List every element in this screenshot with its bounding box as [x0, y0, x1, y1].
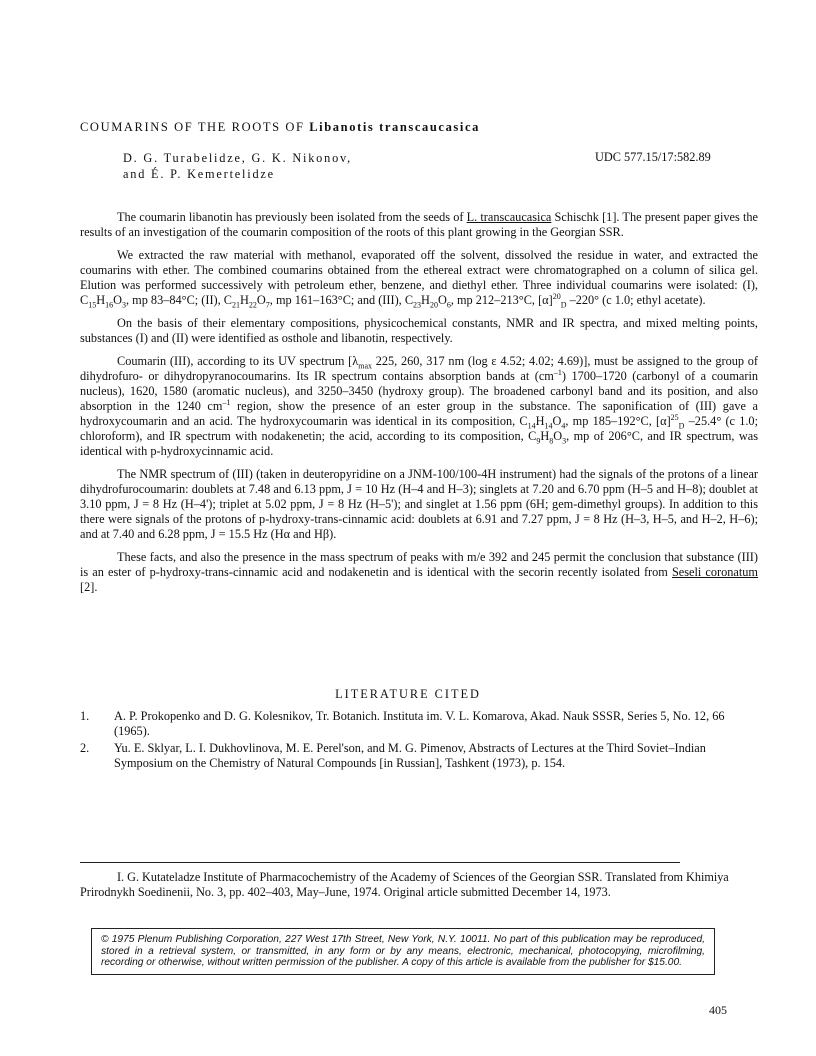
udc-code: UDC 577.15/17:582.89: [595, 150, 711, 164]
literature-heading: LITERATURE CITED: [335, 687, 481, 701]
footnote-text: I. G. Kutateladze Institute of Pharmacochemistry of the Academy of Sciences of the Georgian SSR. Translated from Khimiya Prirodnykh Soedinenii, No. 3, pp. 402–403, May–June, 1974. Original article submitted December 14, 1973.: [80, 870, 729, 899]
article-body: [80, 210, 758, 603]
reference-text: Yu. E. Sklyar, L. I. Dukhovlinova, M. E. Perel'son, and M. G. Pimenov, Abstracts of Lectures at the Third Soviet–Indian Symposium on the Chemistry of Natural Compounds [in Russian], Tashkent (1973), p. 154.: [114, 741, 706, 770]
paragraph-2: We extracted the raw material with methanol, evaporated off the solvent, dissolved the residue in water, and extracted the coumarins with ether. The combined coumarins obtained from the ethereal extract were chromatographed on a column of silica gel. Elution was performed successively with petroleum ether, benzene, and diethyl ether. Three individual coumarins were isolated: (I), $C_{15}H_{16}O_3$, mp 83–84°C; (II), $C_{21}H_{22}O_7$, mp 161–163°C; and (III), $C_{23}H_{20}O_6$, mp 212–213°C, $[\alpha]^{20}_D$ –220° (c 1.0; ethyl acetate).: [80, 248, 758, 310]
paragraph-4: Coumarin (III), according to its UV spectrum [$\lambda_{max}$ 225, 260, 317 nm (log ε 4.52; 4.02; 4.69)], must be assigned to the group of dihydrofuro- or dihydropyranocoumarins. Its IR spectrum contains absorption bands at $(cm^{-1})$ 1700–1720 (carbonyl of a coumarin nucleus), 1620, 1580 (aromatic nucleus), and 3250–3450 (hydroxy group). The broadened carbonyl band and its position, and also absorption in the 1240 $cm^{-1}$ region, show the presence of an ester group in the substance. The saponification of (III) gave a hydroxycoumarin and an acid. The hydroxycoumarin was identical in its composition, $C_{14}H_{14}O_4$, mp 185–192°C, $[\alpha]^{25}_D$ –25.4° (c 1.0; chloroform), and IR spectrum with nodakenetin; the acid, according to its composition, $C_9H_8O_3$, mp of 206°C, and IR spectrum, was identical with p-hydroxycinnamic acid.: [80, 354, 759, 458]
paragraph-1: The coumarin libanotin has previously been isolated from the seeds of L. transcaucasica Schischk [1]. The present paper gives the results of an investigation of the coumarin composition of the roots of this plant growing in the Georgian SSR.: [80, 210, 758, 239]
reference-item: [80, 709, 760, 739]
species-link: Seseli coronatum: [671, 565, 759, 579]
reference-number: 1.: [80, 709, 90, 723]
footnote-divider: [80, 862, 680, 863]
title-prefix: COUMARINS OF THE ROOTS OF: [80, 120, 310, 134]
reference-list: [80, 709, 760, 773]
article-title: [80, 120, 480, 135]
authors-line-2: and É. P. Kemertelidze: [123, 167, 275, 181]
copyright-notice: [91, 928, 715, 975]
paragraph-5: The NMR spectrum of (III) (taken in deuteropyridine on a JNM-100/100-4H instrument) had the signals of the protons of a linear dihydrofurocoumarin: doublets at 7.48 and 6.13 ppm, J = 10 Hz (H–4 and H–3); singlets at 7.20 and 6.70 ppm (H–5 and H–8); doublet at 3.10 ppm, J = 8 Hz (H–4'); triplet at 5.02 ppm, J = 8 Hz (H–5'); and singlet at 1.56 ppm (6H; gem-dimethyl groups). In addition to this there were signals of the protons of p-hydroxy-trans-cinnamic acid: doublets at 6.91 and 7.27 ppm, J = 8 Hz (H–3, H–5, and H–2, H–6); and at 7.40 and 6.28 ppm, J = 15.5 Hz (Hα and Hβ).: [80, 467, 758, 541]
title-species: Libanotis transcaucasica: [309, 120, 480, 134]
paragraph-3: On the basis of their elementary compositions, physicochemical constants, NMR and IR spectra, and mixed melting points, substances (I) and (II) were identified as osthole and libanotin, respectively.: [80, 316, 758, 345]
paragraph-6: These facts, and also the presence in the mass spectrum of peaks with m/e 392 and 245 permit the conclusion that substance (III) is an ester of p-hydroxy-trans-cinnamic acid and nodakenetin and is identical with the secorin recently isolated from Seseli coronatum [2].: [80, 550, 759, 594]
reference-number: 2.: [80, 741, 90, 755]
copyright-text: © 1975 Plenum Publishing Corporation, 227 West 17th Street, New York, N.Y. 10011. No part of this publication may be reproduced, stored in a retrieval system, or transmitted, in any form or by any means, electronic, mechanical, photocopying, microfilming, recording or otherwise, without written permission of the publisher. A copy of this article is available from the publisher for $15.00.: [101, 934, 705, 969]
reference-item: [80, 741, 760, 771]
reference-text: A. P. Prokopenko and D. G. Kolesnikov, Tr. Botanich. Instituta im. V. L. Komarova, Akad. Nauk SSSR, Series 5, No. 12, 66 (1965).: [114, 709, 725, 738]
species-link: L. transcaucasica: [466, 210, 552, 224]
authors-line-1: D. G. Turabelidze, G. K. Nikonov,: [123, 151, 353, 165]
page-number: 405: [709, 1003, 727, 1017]
authors: [123, 150, 352, 182]
footnote: [80, 870, 756, 900]
